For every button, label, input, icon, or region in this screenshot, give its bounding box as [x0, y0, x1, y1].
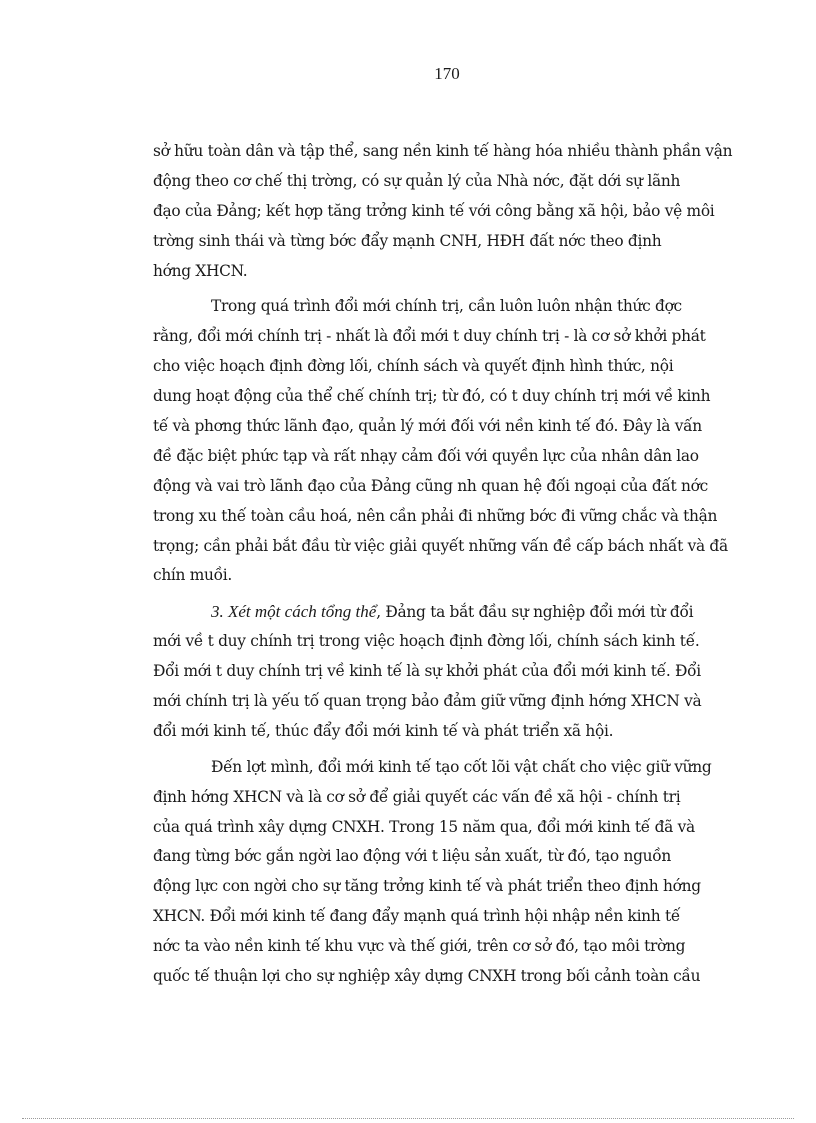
text-line: Đến lợt mình, đổi mới kinh tế tạo cốt lõi vật chất cho việc giữ vững — [211, 757, 712, 776]
text-line: mới về t duy chính trị trong việc hoạch định đờng lối, chính sách kinh tế. — [153, 632, 700, 651]
body-text — [153, 137, 738, 998]
text-line: trờng sinh thái và từng bớc đẩy mạnh CNH, HĐH đất nớc theo định — [153, 231, 662, 250]
text-line: dung hoạt động của thể chế chính trị; từ đó, có t duy chính trị mới về kinh — [153, 387, 711, 406]
text-line: Trong quá trình đổi mới chính trị, cần luôn luôn nhận thức đợc — [211, 297, 682, 316]
paragraph — [153, 137, 738, 286]
text-line: nớc ta vào nền kinh tế khu vực và thế giới, trên cơ sở đó, tạo môi trờng — [153, 937, 686, 956]
text-line: quốc tế thuận lợi cho sự nghiệp xây dựng CNXH trong bối cảnh toàn cầu — [153, 967, 701, 986]
page-number: 170 — [434, 64, 460, 83]
text-line: rằng, đổi mới chính trị - nhất là đổi mới t duy chính trị - là cơ sở khởi phát — [153, 327, 706, 346]
text-fragment: , Đảng ta bắt đầu sự nghiệp đổi mới từ đổi — [376, 603, 694, 622]
text-line: mới chính trị là yếu tố quan trọng bảo đảm giữ vững định hớng XHCN và — [153, 692, 702, 711]
text-line: của quá trình xây dựng CNXH. Trong 15 năm qua, đổi mới kinh tế đã và — [153, 817, 695, 836]
paragraph — [153, 292, 738, 591]
text-line — [153, 597, 738, 627]
text-line: động lực con ngời cho sự tăng trởng kinh tế và phát triển theo định hớng — [153, 877, 701, 896]
text-line: đề đặc biệt phức tạp và rất nhạy cảm đối với quyền lực của nhân dân lao — [153, 446, 699, 465]
footer-divider — [22, 1118, 794, 1119]
text-line: định hớng XHCN và là cơ sở để giải quyết các vấn đề xã hội - chính trị — [153, 787, 681, 806]
text-line: chín muồi. — [153, 566, 232, 585]
paragraph — [153, 753, 738, 992]
italic-lead: 3. Xét một cách tổng thể — [211, 602, 377, 622]
text-line: động và vai trò lãnh đạo của Đảng cũng nh quan hệ đối ngoại của đất nớc — [153, 476, 708, 495]
text-line: đang từng bớc gắn ngời lao động với t liệu sản xuất, từ đó, tạo nguồn — [153, 847, 671, 866]
text-line: tế và phơng thức lãnh đạo, quản lý mới đối với nền kinh tế đó. Đây là vấn — [153, 417, 702, 436]
text-line: sở hữu toàn dân và tập thể, sang nền kinh tế hàng hóa nhiều thành phần vận — [153, 142, 733, 160]
text-line: Đổi mới t duy chính trị về kinh tế là sự khởi phát của đổi mới kinh tế. Đổi — [153, 662, 701, 681]
text-line: đổi mới kinh tế, thúc đẩy đổi mới kinh tế và phát triển xã hội. — [153, 721, 614, 740]
paragraph — [153, 597, 738, 746]
text-line: XHCN. Đổi mới kinh tế đang đẩy mạnh quá trình hội nhập nền kinh tế — [153, 907, 681, 926]
text-line: cho việc hoạch định đờng lối, chính sách và quyết định hình thức, nội — [153, 357, 674, 376]
text-line: trong xu thế toàn cầu hoá, nên cần phải đi những bớc đi vững chắc và thận — [153, 506, 718, 525]
text-line: đạo của Đảng; kết hợp tăng trởng kinh tế với công bằng xã hội, bảo vệ môi — [153, 201, 715, 220]
text-line: trọng; cần phải bắt đầu từ việc giải quyết những vấn đề cấp bách nhất và đã — [153, 536, 728, 555]
text-line: động theo cơ chế thị trờng, có sự quản lý của Nhà nớc, đặt dới sự lãnh — [153, 171, 681, 190]
text-line: hớng XHCN. — [153, 261, 248, 280]
